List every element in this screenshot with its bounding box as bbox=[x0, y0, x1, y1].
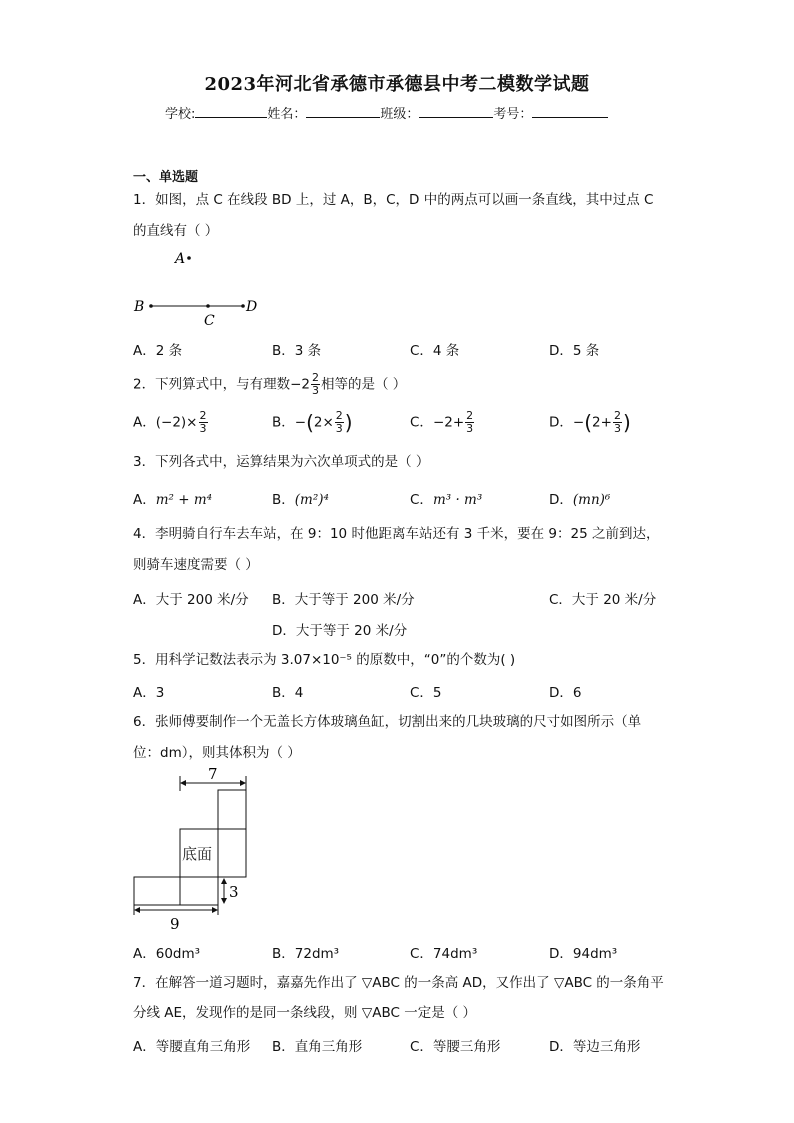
q2-stem: 2．下列算式中，与有理数−2 $\frac{2}{3}$ 相等的是（ ） bbox=[133, 371, 407, 397]
exam-no-blank bbox=[532, 105, 608, 118]
q2-stem-fraction: $\frac{2}{3}$ bbox=[312, 371, 319, 397]
q1-point-d-label: D bbox=[246, 299, 258, 315]
q7-option-d[interactable]: D．等边三角形 bbox=[549, 1039, 641, 1055]
q1-line2: 的直线有（ ） bbox=[133, 223, 219, 239]
q1-point-a bbox=[187, 256, 191, 260]
name-label: 姓名： bbox=[267, 107, 307, 122]
q1-option-b[interactable]: B．3 条 bbox=[272, 343, 322, 359]
q6-option-c[interactable]: C．74dm³ bbox=[410, 946, 478, 962]
q1-point-d bbox=[241, 304, 245, 308]
q7-option-c[interactable]: C．等腰三角形 bbox=[410, 1039, 501, 1055]
q7-option-a[interactable]: A．等腰直角三角形 bbox=[133, 1039, 251, 1055]
q6-option-b[interactable]: B．72dm³ bbox=[272, 946, 340, 962]
q7-line2: 分线 AE，发现作的是同一条线段，则 ▽ABC 一定是（ ） bbox=[133, 1005, 476, 1021]
q2-option-c[interactable]: C．−2+ $\frac{2}{3}$ bbox=[410, 409, 474, 435]
q3-stem: 3．下列各式中，运算结果为六次单项式的是（ ） bbox=[133, 454, 430, 470]
q4-line1: 4．李明骑自行车去车站，在 9：10 时他距离车站还有 3 千米，要在 9：25 之前到达， bbox=[133, 526, 660, 542]
q1-option-d[interactable]: D．5 条 bbox=[549, 343, 600, 359]
student-info-line bbox=[165, 103, 608, 122]
q6-bottom-dim-label: 9 bbox=[170, 915, 180, 933]
q4-option-a[interactable]: A．大于 200 米/分 bbox=[133, 592, 249, 608]
q5-option-a[interactable]: A．3 bbox=[133, 685, 165, 701]
q1-figure bbox=[125, 245, 275, 330]
school-label: 学校: bbox=[165, 107, 196, 122]
q4-option-b[interactable]: B．大于等于 200 米/分 bbox=[272, 592, 415, 608]
exam-no-label: 考号： bbox=[493, 107, 533, 122]
q2-option-d[interactable]: D．−(2+ $\frac{2}{3}$ ) bbox=[549, 409, 631, 435]
section-title: 一、单选题 bbox=[133, 170, 199, 185]
q4-line2: 则骑车速度需要（ ） bbox=[133, 557, 259, 573]
q6-figure bbox=[125, 763, 275, 933]
school-blank bbox=[195, 105, 267, 118]
q1-option-a[interactable]: A．2 条 bbox=[133, 343, 183, 359]
q5-option-b[interactable]: B．4 bbox=[272, 685, 304, 701]
q5-option-c[interactable]: C．5 bbox=[410, 685, 442, 701]
q1-point-c-label: C bbox=[204, 313, 215, 329]
q5-stem: 5．用科学记数法表示为 3.07×10⁻⁵ 的原数中，“0”的个数为( ) bbox=[133, 652, 516, 668]
class-blank bbox=[419, 105, 493, 118]
q6-side-dim-label: 3 bbox=[229, 883, 239, 901]
q6-option-a[interactable]: A．60dm³ bbox=[133, 946, 201, 962]
q1-point-c bbox=[206, 304, 210, 308]
q1-point-b bbox=[149, 304, 153, 308]
q7-option-b[interactable]: B．直角三角形 bbox=[272, 1039, 363, 1055]
q6-line2: 位：dm），则其体积为（ ） bbox=[133, 745, 301, 761]
q7-line1: 7．在解答一道习题时，嘉嘉先作出了 ▽ABC 的一条高 AD，又作出了 ▽ABC 的一条角平 bbox=[133, 975, 664, 991]
name-blank bbox=[306, 105, 380, 118]
q4-option-c[interactable]: C．大于 20 米/分 bbox=[549, 592, 657, 608]
q3-option-b[interactable]: B．(m²)⁴ bbox=[272, 492, 329, 508]
class-label: 班级： bbox=[380, 107, 420, 122]
q1-line1: 1．如图，点 C 在线段 BD 上，过 A，B，C，D 中的两点可以画一条直线，其中过点 C bbox=[133, 192, 654, 208]
q2-option-b[interactable]: B．−(2× $\frac{2}{3}$ ) bbox=[272, 409, 353, 435]
q3-option-a[interactable]: A．m² + m⁴ bbox=[133, 492, 213, 508]
q1-point-b-label: B bbox=[134, 299, 145, 315]
q6-option-d[interactable]: D．94dm³ bbox=[549, 946, 618, 962]
q6-base-label: 底面 bbox=[182, 845, 213, 863]
q6-line1: 6．张师傅要制作一个无盖长方体玻璃鱼缸，切割出来的几块玻璃的尺寸如图所示（单 bbox=[133, 714, 642, 730]
q2-option-a[interactable]: A．(−2)× $\frac{2}{3}$ bbox=[133, 409, 207, 435]
q1-point-a-label: A bbox=[175, 251, 186, 267]
q5-option-d[interactable]: D．6 bbox=[549, 685, 582, 701]
q4-option-d[interactable]: D．大于等于 20 米/分 bbox=[272, 623, 408, 639]
page-title: 2023年河北省承德市承德县中考二模数学试题 bbox=[204, 74, 590, 95]
q3-option-c[interactable]: C．m³ · m³ bbox=[410, 492, 483, 508]
q3-option-d[interactable]: D．(mn)⁶ bbox=[549, 492, 611, 508]
q6-top-dim-label: 7 bbox=[208, 765, 218, 783]
q1-option-c[interactable]: C．4 条 bbox=[410, 343, 460, 359]
